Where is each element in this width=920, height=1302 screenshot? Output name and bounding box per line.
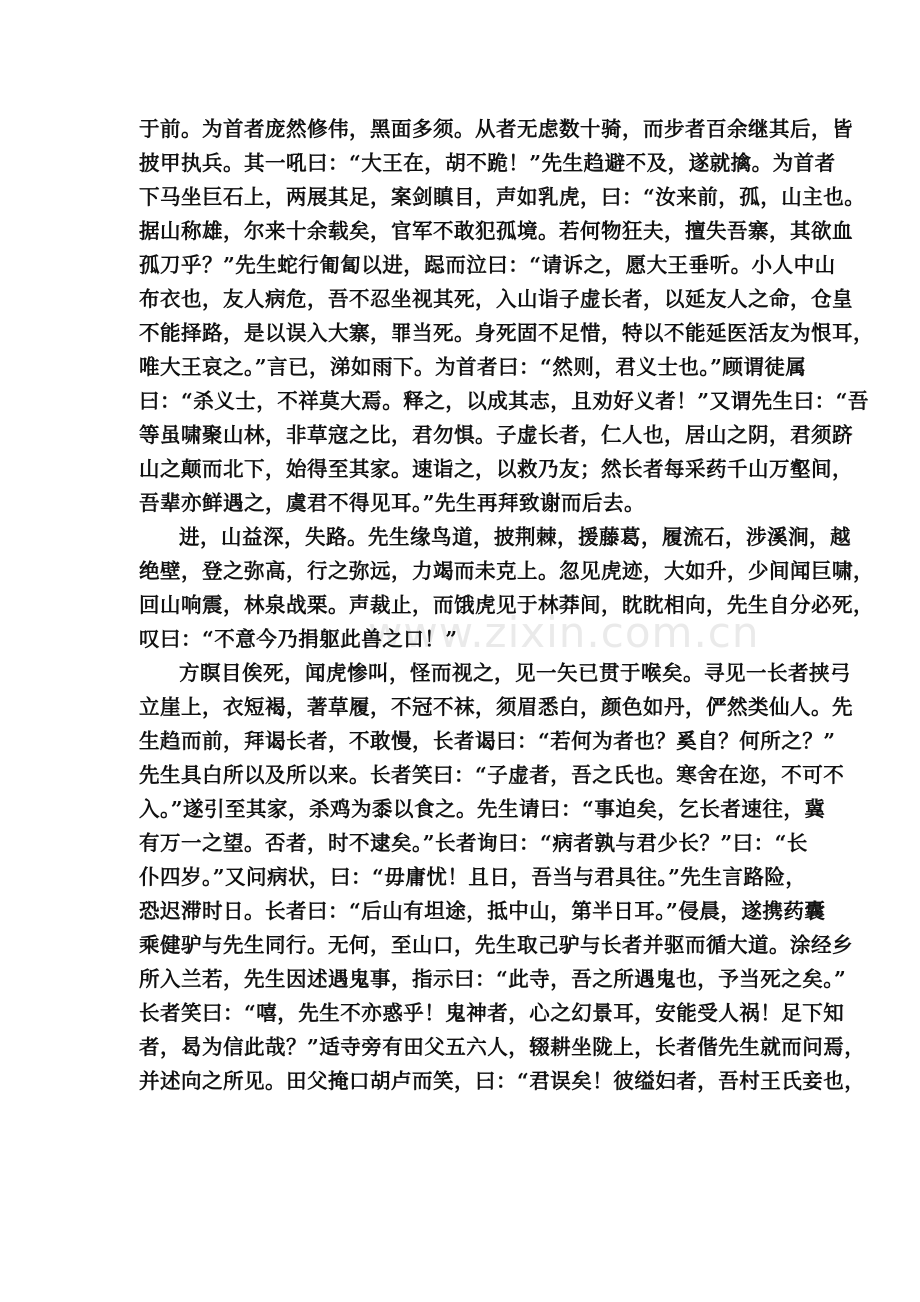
text-line: 披甲执兵。其一吼曰：“大王在，胡不跪！”先生趋避不及，遂就擒。为首者	[139, 151, 836, 175]
text-line: 长者笑曰：“嘻，先生不亦惑乎！鬼神者，心之幻景耳，安能受人祸！足下知	[139, 1001, 845, 1025]
text-line: 孤刀乎？”先生蛇行匍匐以进，跽而泣曰：“请诉之，愿大王垂听。小人中山	[139, 253, 836, 277]
text-line: 先生具白所以及所以来。长者笑曰：“子虚者，吾之氏也。寒舍在迩，不可不	[139, 763, 845, 787]
text-line: 叹曰：“不意今乃捐躯此兽之口！”	[139, 627, 458, 651]
text-line: 布衣也，友人病危，吾不忍坐视其死，入山诣子虚长者，以延友人之命，仓皇	[139, 287, 853, 311]
text-line: 等虽啸聚山林，非草寇之比，君勿惧。子虚长者，仁人也，居山之阴，君须跻	[139, 423, 853, 447]
text-line: 恐迟滞时日。长者曰：“后山有坦途，抵中山，第半日耳。”侵晨，遂携药囊	[139, 899, 826, 923]
watermark: www.zixin.com.cn	[368, 608, 760, 657]
text-line: 者，曷为信此哉？”适寺旁有田父五六人，辍耕坐陇上，长者偕先生就而问焉，	[139, 1035, 866, 1059]
text-line: 下马坐巨石上，两展其足，案剑瞋目，声如乳虎，曰：“汝来前，孤，山主也。	[139, 185, 866, 209]
text-line: 入。”遂引至其家，杀鸡为黍以食之。先生请曰：“事迫矣，乞长者速往，冀	[139, 797, 826, 821]
paragraph-first-line: 进，山益深，失路。先生缘鸟道，披荆棘，援藤葛，履流石，涉溪涧，越	[179, 525, 851, 549]
text-line: 于前。为首者庞然修伟，黑面多须。从者无虑数十骑，而步者百余继其后，皆	[139, 117, 853, 141]
text-line: 仆四岁。”又问病状，曰：“毋庸忧！且日，吾当与君具往。”先生言路险，	[139, 865, 807, 889]
text-line: 据山称雄，尔来十余载矣，官军不敢犯孤境。若何物狂夫，擅失吾寨，其欲血	[139, 219, 853, 243]
text-line: 唯大王哀之。”言已，涕如雨下。为首者曰：“然则，君义士也。”顾谓徒属	[139, 355, 807, 379]
text-line: 回山响震，林泉战栗。声裁止，而饿虎见于林莽间，眈眈相向，先生自分必死，	[139, 593, 874, 617]
text-line: 并述向之所见。田父掩口胡卢而笑，曰：“君误矣！彼缢妇者，吾村王氏妾也，	[139, 1069, 866, 1093]
text-line: 山之颠而北下，始得至其家。速诣之，以救乃友；然长者每采药千山万壑间，	[139, 457, 853, 481]
text-line: 立崖上，衣短褐，著草履，不冠不袜，须眉悉白，颜色如丹，俨然类仙人。先	[139, 695, 853, 719]
text-line: 曰：“杀义士，不祥莫大焉。释之，以成其志，且劝好义者！”又谓先生曰：“吾	[139, 389, 869, 413]
paragraph-first-line: 方瞑目俟死，闻虎惨叫，怪而视之，见一矢已贯于喉矣。寻见一长者挟弓	[179, 661, 851, 685]
text-line: 生趋而前，拜谒长者，不敢慢，长者谒曰：“若何为者也？奚自？何所之？”	[139, 729, 836, 753]
text-line: 有万一之望。否者，时不逮矣。”长者询曰：“病者孰与君少长？”曰：“长	[139, 831, 808, 855]
text-line: 所入兰若，先生因述遇鬼事，指示曰：“此寺，吾之所遇鬼也，予当死之矣。”	[139, 967, 847, 991]
text-line: 不能择路，是以误入大寨，罪当死。身死固不足惜，特以不能延医活友为恨耳，	[139, 321, 874, 345]
document-body	[139, 112, 874, 1098]
text-line: 吾辈亦鲜遇之，虞君不得见耳。”先生再拜致谢而后去。	[139, 491, 646, 515]
text-line: 绝壁，登之弥高，行之弥远，力竭而未克上。忽见虎迹，大如升，少间闻巨啸，	[139, 559, 874, 583]
text-line: 乘健驴与先生同行。无何，至山口，先生取己驴与长者并驱而循大道。涂经乡	[139, 933, 853, 957]
